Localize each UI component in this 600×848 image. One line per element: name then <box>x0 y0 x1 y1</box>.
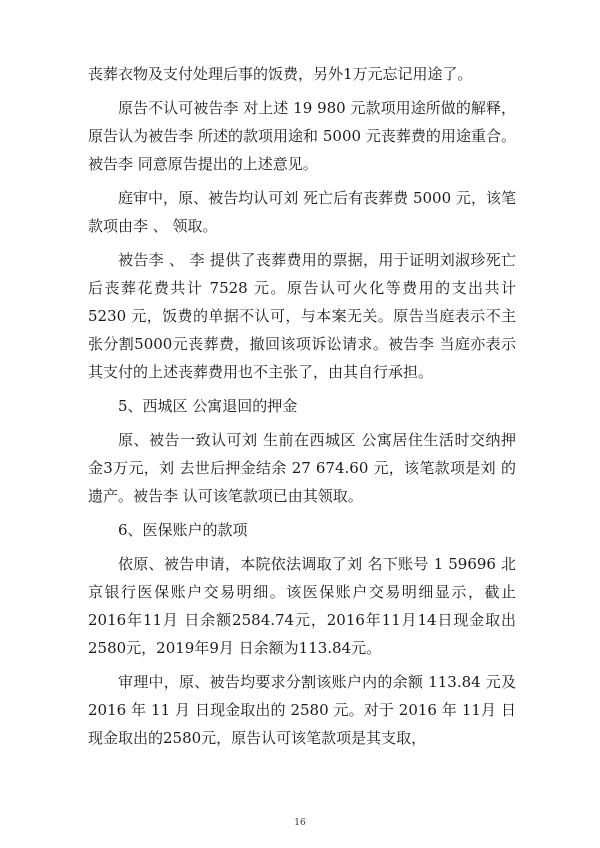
paragraph-3: 庭审中，原、被告均认可刘 死亡后有丧葬费 5000 元，该笔款项由李 、 领取。 <box>88 189 516 235</box>
page-number: 16 <box>294 818 306 828</box>
paragraph-6: 原、被告一致认可刘 生前在西城区 公寓居住生活时交纳押金3万元，刘 去世后押金结余 27 674.60 元，该笔款项是刘 的遗产。被告李 认可该笔款项已由其领取。 <box>88 431 516 505</box>
paragraph-1: 丧葬衣物及支付处理后事的饭费，另外1万元忘记用途了。 <box>88 65 473 83</box>
paragraph-9: 审理中，原、被告均要求分割该账户内的余额 113.84 元及 2016 年 11 月 日现金取出的 2580 元。对于 2016 年 11月 日现金取出的2580元，原告认可该笔款项是其支取， <box>88 673 516 747</box>
section-heading-6: 6、医保账户的款项 <box>118 521 248 539</box>
paragraph-4: 被告李 、 李 提供了丧葬费用的票据，用于证明刘淑珍死亡后丧葬花费共计 7528 元。原告认可火化等费用的支出共计 5230 元，饭费的单据不认可，与本案无关。原告当庭表示不主张分割5000元丧葬费，撤回该项诉讼请求。被告李 当庭亦表示其支付的上述丧葬费用也不主张了，由其自行承担。 <box>88 251 516 381</box>
section-heading-5: 5、西城区 公寓退回的押金 <box>118 397 298 415</box>
paragraph-2: 原告不认可被告李 对上述 19 980 元款项用途所做的解释，原告认为被告李 所述的款项用途和 5000 元丧葬费的用途重合。被告李 同意原告提出的上述意见。 <box>88 99 516 173</box>
body-text <box>88 60 516 758</box>
paragraph-8: 依原、被告申请，本院依法调取了刘 名下账号 1 59696 北京银行医保账户交易明细。该医保账户交易明细显示，截止2016年11月 日余额2584.74元，2016年11月14日现金取出2580元，2019年9月 日余额为113.84元。 <box>88 555 516 657</box>
